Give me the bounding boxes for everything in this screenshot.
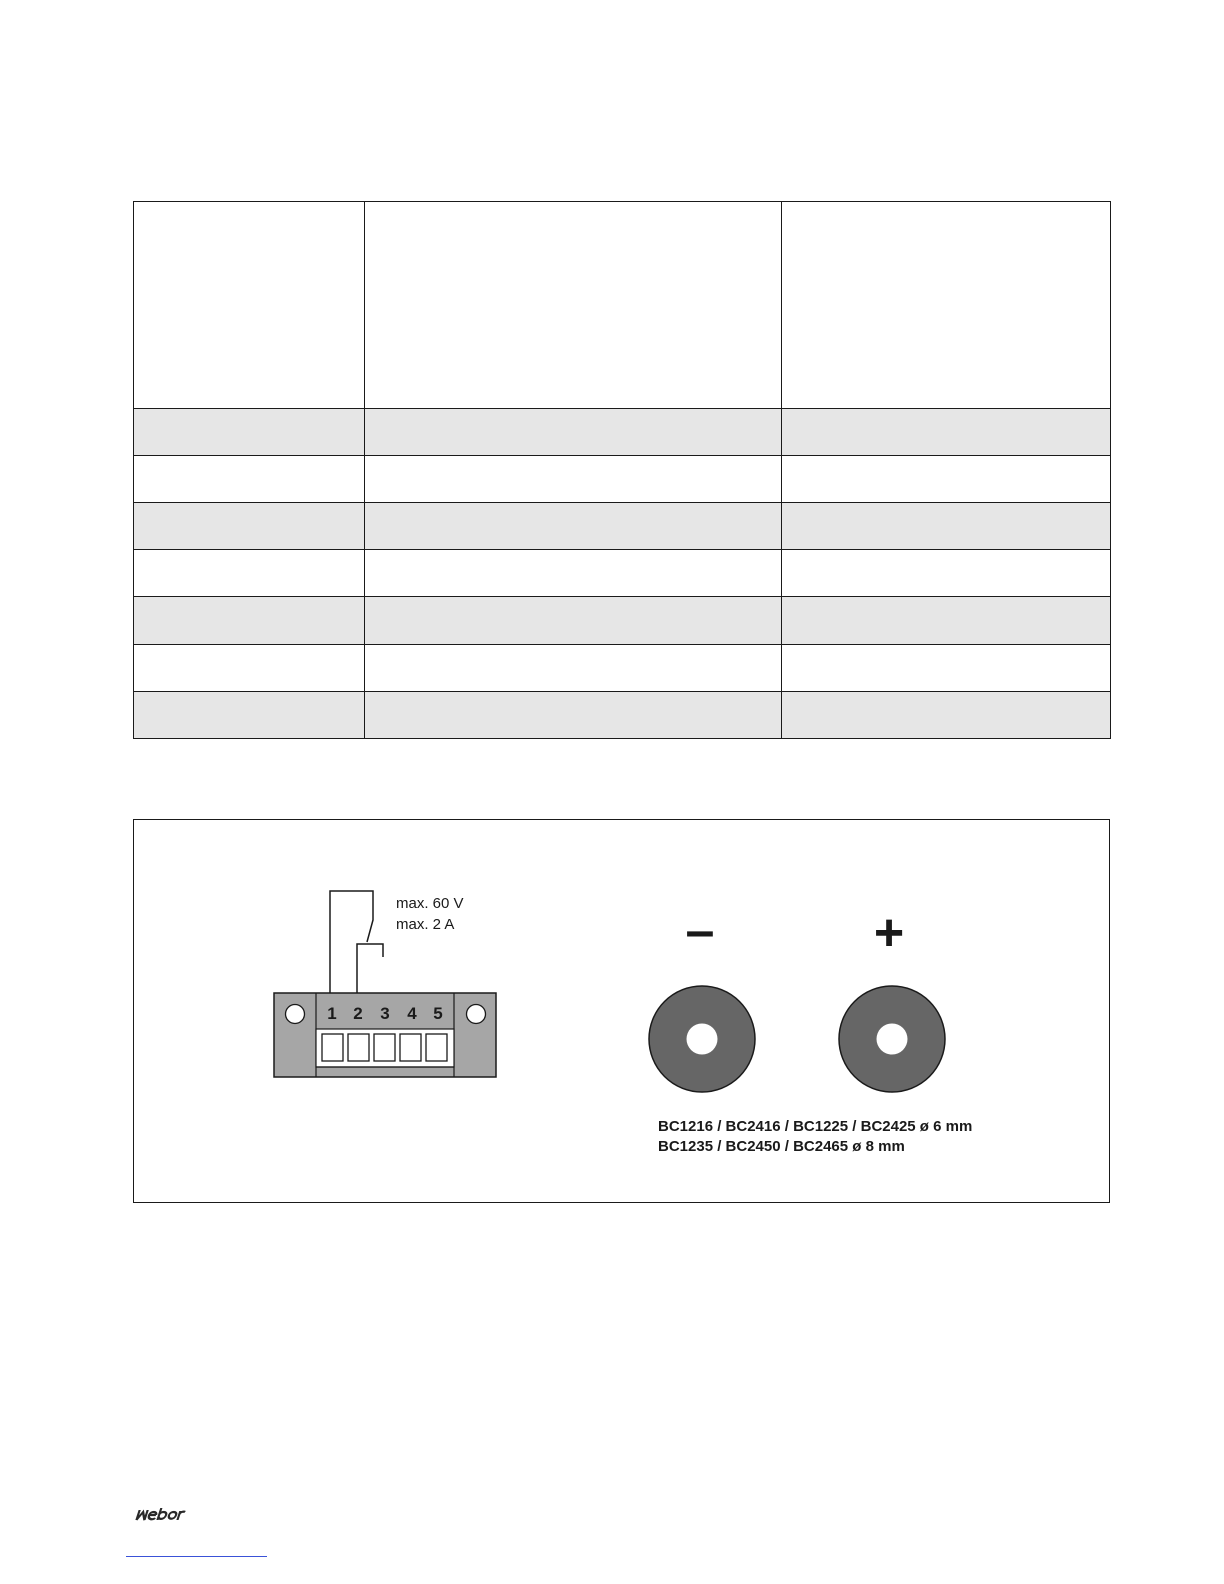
table-row [134, 597, 1111, 644]
table-cell [134, 202, 365, 409]
table-cell [134, 597, 365, 644]
table-cell [782, 455, 1111, 502]
brand-logo [135, 1506, 187, 1524]
terminal-number: 3 [380, 1004, 390, 1023]
table-cell [365, 503, 782, 550]
table-cell [782, 691, 1111, 738]
terminal-block [274, 993, 496, 1077]
spec-table [133, 201, 1111, 739]
table-cell [365, 597, 782, 644]
table-cell [365, 455, 782, 502]
table-cell [365, 691, 782, 738]
table-row [134, 550, 1111, 597]
plus-symbol: + [873, 904, 905, 962]
table-row [134, 503, 1111, 550]
connector-diagram [133, 819, 1110, 1203]
table-header-row [134, 202, 1111, 409]
table-cell [134, 503, 365, 550]
minus-symbol: – [685, 902, 715, 960]
footer-link-underline[interactable] [126, 1556, 267, 1557]
models-6mm-label: BC1216 / BC2416 / BC1225 / BC2425 ø 6 mm [658, 1118, 973, 1135]
mounting-hole-icon [467, 1005, 486, 1024]
table-row [134, 408, 1111, 455]
table-cell [134, 408, 365, 455]
negative-terminal-post-icon [649, 986, 755, 1092]
relay-contact-wiring [330, 891, 383, 993]
table-cell [365, 550, 782, 597]
terminal-number: 5 [433, 1004, 443, 1023]
terminal-slot [322, 1034, 343, 1061]
positive-terminal-post-icon [839, 986, 945, 1092]
table-cell [782, 202, 1111, 409]
table-cell [782, 503, 1111, 550]
mounting-hole-icon [286, 1005, 305, 1024]
terminal-number: 2 [353, 1004, 363, 1023]
terminal-slot [374, 1034, 395, 1061]
table-cell [782, 597, 1111, 644]
connector-diagram-drawing [134, 820, 1109, 1202]
table-row [134, 455, 1111, 502]
table-cell [134, 644, 365, 691]
table-cell [782, 408, 1111, 455]
table-cell [365, 202, 782, 409]
table-cell [134, 455, 365, 502]
table-cell [782, 644, 1111, 691]
terminal-number: 4 [407, 1004, 417, 1023]
relay-voltage-label: max. 60 V [396, 895, 464, 912]
table-cell [134, 691, 365, 738]
table-row [134, 644, 1111, 691]
table-cell [134, 550, 365, 597]
table-cell [365, 644, 782, 691]
terminal-number: 1 [327, 1004, 337, 1023]
models-8mm-label: BC1235 / BC2450 / BC2465 ø 8 mm [658, 1138, 905, 1155]
table-row [134, 691, 1111, 738]
table-cell [782, 550, 1111, 597]
terminal-slot [400, 1034, 421, 1061]
terminal-slot [348, 1034, 369, 1061]
relay-current-label: max. 2 A [396, 916, 455, 933]
terminal-slot [426, 1034, 447, 1061]
table-cell [365, 408, 782, 455]
